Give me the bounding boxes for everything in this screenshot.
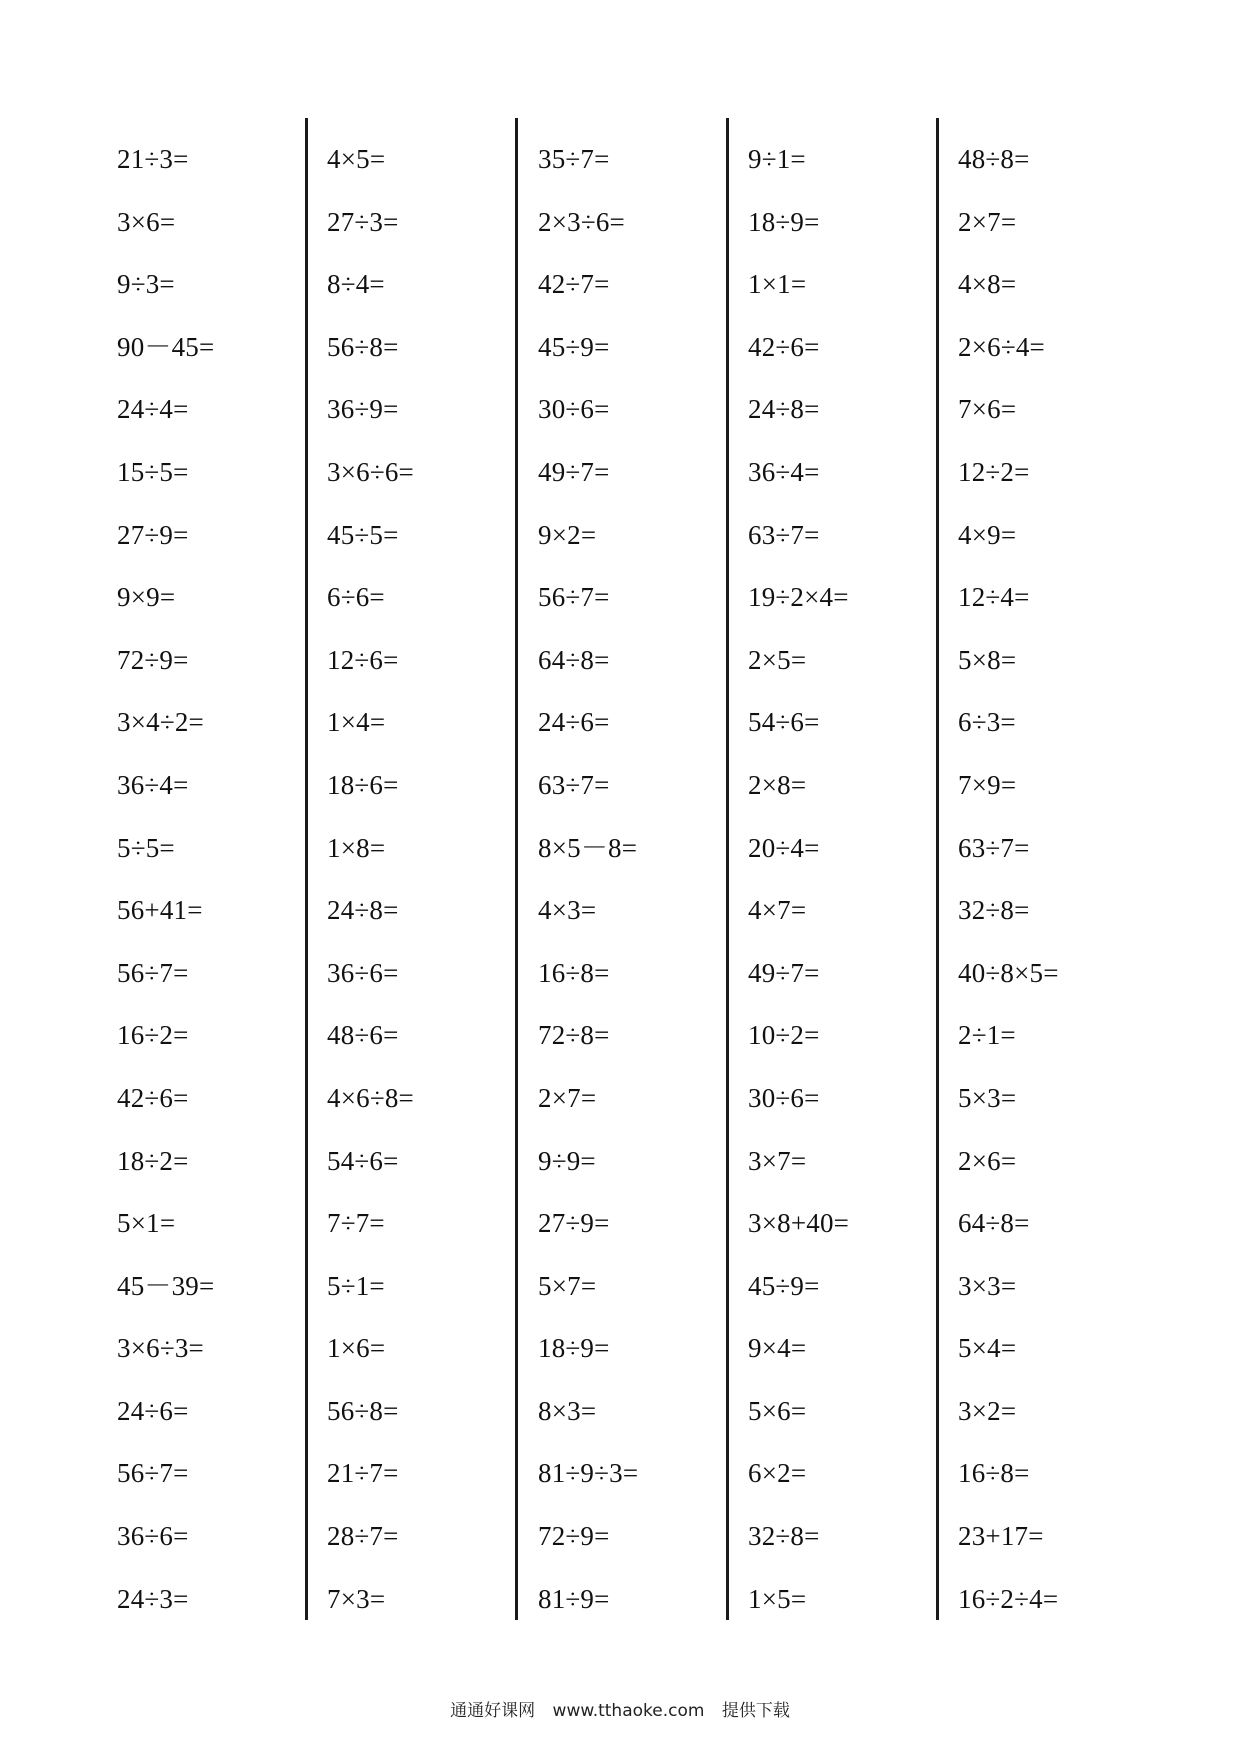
problem: 36÷4= <box>748 456 820 487</box>
problem-column-2 <box>327 128 517 1630</box>
problem: 54÷6= <box>327 1145 399 1176</box>
problem: 2÷1= <box>958 1020 1016 1051</box>
problem: 16÷8= <box>538 957 610 988</box>
problem: 4×7= <box>748 895 807 926</box>
problem: 10÷2= <box>748 1020 820 1051</box>
problem: 3×4÷2= <box>117 707 204 738</box>
problem: 2×6÷4= <box>958 331 1045 362</box>
footer-action: 提供下载 <box>721 1701 790 1721</box>
problem: 42÷7= <box>538 269 610 300</box>
problem: 72÷9= <box>117 644 189 675</box>
problem: 1×8= <box>327 832 386 863</box>
problem: 1×1= <box>748 269 807 300</box>
problem: 42÷6= <box>748 331 820 362</box>
problem: 5×6= <box>748 1395 807 1426</box>
problem: 2×8= <box>748 769 807 800</box>
problem: 24÷3= <box>117 1583 189 1614</box>
problem: 63÷7= <box>748 519 820 550</box>
problem: 35÷7= <box>538 144 610 174</box>
problem: 12÷6= <box>327 644 399 675</box>
problem: 81÷9= <box>538 1583 610 1614</box>
problem: 54÷6= <box>748 707 820 738</box>
problem: 2×7= <box>958 206 1017 237</box>
problem: 64÷8= <box>538 644 610 675</box>
problem: 7×3= <box>327 1583 386 1614</box>
problem: 40÷8×5= <box>958 957 1059 988</box>
problem: 56÷7= <box>117 957 189 988</box>
column-divider <box>726 118 729 1620</box>
problem: 6÷6= <box>327 582 385 613</box>
problem: 3×7= <box>748 1145 807 1176</box>
problem: 4×9= <box>958 519 1017 550</box>
problem-column-4 <box>748 128 938 1630</box>
problem: 45÷5= <box>327 519 399 550</box>
problem: 19÷2×4= <box>748 582 849 613</box>
problem: 32÷8= <box>958 895 1030 926</box>
problem: 15÷5= <box>117 456 189 487</box>
problem: 36÷6= <box>117 1521 189 1552</box>
problem: 16÷8= <box>958 1458 1030 1489</box>
problem: 24÷4= <box>117 394 189 425</box>
problem: 63÷7= <box>958 832 1030 863</box>
problem: 4×8= <box>958 269 1017 300</box>
problem: 64÷8= <box>958 1208 1030 1239</box>
problem: 24÷8= <box>748 394 820 425</box>
problem: 12÷4= <box>958 582 1030 613</box>
problem: 56÷7= <box>117 1458 189 1489</box>
problem: 1×4= <box>327 707 386 738</box>
problem: 16÷2÷4= <box>958 1583 1059 1614</box>
problem: 18÷6= <box>327 769 399 800</box>
problem: 3×3= <box>958 1270 1017 1301</box>
problem: 56+41= <box>117 895 203 926</box>
problem: 45÷9= <box>748 1270 820 1301</box>
problem: 5÷5= <box>117 832 175 863</box>
problem: 27÷3= <box>327 206 399 237</box>
problem: 2×6= <box>958 1145 1017 1176</box>
problem-column-1 <box>117 128 307 1630</box>
problem: 56÷8= <box>327 1395 399 1426</box>
problem: 49÷7= <box>748 957 820 988</box>
problem: 9÷9= <box>538 1145 596 1176</box>
problem: 8×5－8= <box>538 832 638 863</box>
problem: 32÷8= <box>748 1521 820 1552</box>
problem: 7×6= <box>958 394 1017 425</box>
problem: 4×5= <box>327 144 386 174</box>
problem: 27÷9= <box>117 519 189 550</box>
problem: 28÷7= <box>327 1521 399 1552</box>
column-divider <box>515 118 518 1620</box>
problem: 6×2= <box>748 1458 807 1489</box>
problem: 5×8= <box>958 644 1017 675</box>
problem: 45－39= <box>117 1270 215 1301</box>
problem-column-5 <box>958 128 1148 1630</box>
problem: 5×1= <box>117 1208 176 1239</box>
problem: 27÷9= <box>538 1208 610 1239</box>
problem: 63÷7= <box>538 769 610 800</box>
problem: 9×4= <box>748 1333 807 1364</box>
problem: 72÷8= <box>538 1020 610 1051</box>
problem: 81÷9÷3= <box>538 1458 639 1489</box>
problem: 9÷1= <box>748 144 806 174</box>
problem: 9÷3= <box>117 269 175 300</box>
problem: 3×2= <box>958 1395 1017 1426</box>
problem: 20÷4= <box>748 832 820 863</box>
problem: 1×5= <box>748 1583 807 1614</box>
problem: 4×3= <box>538 895 597 926</box>
problem: 18÷2= <box>117 1145 189 1176</box>
column-divider <box>305 118 308 1620</box>
problem: 8÷4= <box>327 269 385 300</box>
problem: 18÷9= <box>538 1333 610 1364</box>
problem: 3×6= <box>117 206 176 237</box>
footer-site-name: 通通好课网 <box>450 1701 536 1721</box>
problem: 5×7= <box>538 1270 597 1301</box>
footer-url: www.tthaoke.com <box>552 1701 705 1721</box>
problem: 8×3= <box>538 1395 597 1426</box>
problem: 6÷3= <box>958 707 1016 738</box>
problem: 56÷8= <box>327 331 399 362</box>
problem: 2×5= <box>748 644 807 675</box>
problem: 5×4= <box>958 1333 1017 1364</box>
problem: 90－45= <box>117 331 215 362</box>
problem: 24÷8= <box>327 895 399 926</box>
problem: 36÷6= <box>327 957 399 988</box>
column-divider <box>936 118 939 1620</box>
problem-column-3 <box>538 128 728 1630</box>
problem: 2×3÷6= <box>538 206 625 237</box>
problem: 3×8+40= <box>748 1208 850 1239</box>
problem: 7×9= <box>958 769 1017 800</box>
problem: 49÷7= <box>538 456 610 487</box>
problem: 45÷9= <box>538 331 610 362</box>
problem: 21÷7= <box>327 1458 399 1489</box>
problem: 2×7= <box>538 1082 597 1113</box>
problem: 18÷9= <box>748 206 820 237</box>
problem: 7÷7= <box>327 1208 385 1239</box>
problem: 72÷9= <box>538 1521 610 1552</box>
problem: 1×6= <box>327 1333 386 1364</box>
problem: 23+17= <box>958 1521 1044 1552</box>
problem: 30÷6= <box>748 1082 820 1113</box>
problem: 24÷6= <box>117 1395 189 1426</box>
problem: 12÷2= <box>958 456 1030 487</box>
problem: 48÷6= <box>327 1020 399 1051</box>
problem: 48÷8= <box>958 144 1030 174</box>
problem: 16÷2= <box>117 1020 189 1051</box>
problem: 5÷1= <box>327 1270 385 1301</box>
problem: 56÷7= <box>538 582 610 613</box>
problem: 30÷6= <box>538 394 610 425</box>
problem: 3×6÷6= <box>327 456 414 487</box>
problem: 21÷3= <box>117 144 189 174</box>
problem: 5×3= <box>958 1082 1017 1113</box>
problem: 42÷6= <box>117 1082 189 1113</box>
problem: 9×9= <box>117 582 176 613</box>
problem: 3×6÷3= <box>117 1333 204 1364</box>
page-footer <box>0 1696 1240 1721</box>
problem: 36÷9= <box>327 394 399 425</box>
problem: 9×2= <box>538 519 597 550</box>
problem: 36÷4= <box>117 769 189 800</box>
problem: 4×6÷8= <box>327 1082 414 1113</box>
problem: 24÷6= <box>538 707 610 738</box>
